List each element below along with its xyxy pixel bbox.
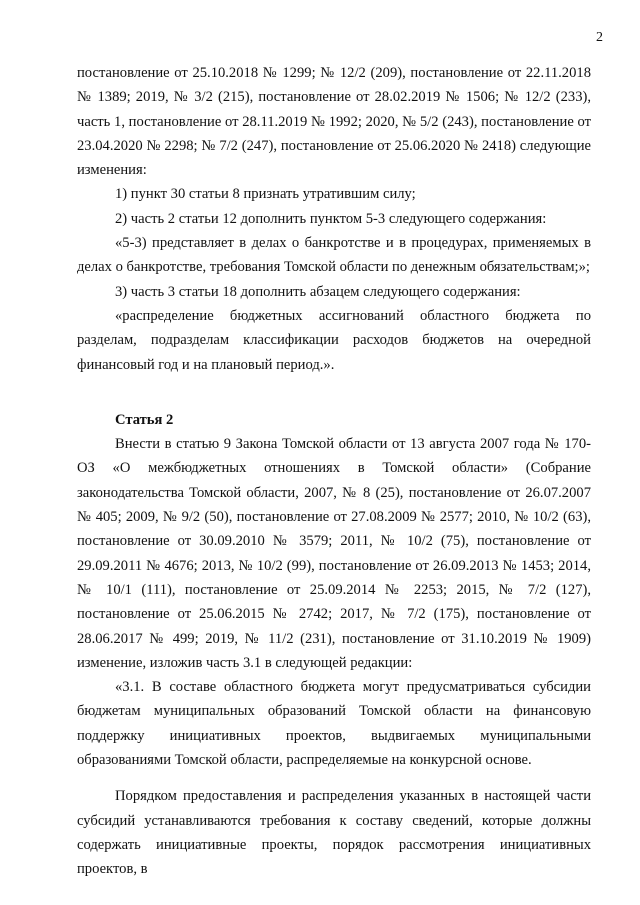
paragraph-item-1: 1) пункт 30 статьи 8 признать утратившим силу; bbox=[115, 186, 416, 203]
document-body bbox=[77, 50, 591, 882]
article-2-heading: Статья 2 bbox=[115, 411, 174, 428]
paragraph-amendment-sources: постановление от 25.10.2018 № 1299; № 12/2 (209), постановление от 22.11.2018 № 1389; 2019, № 3/2 (215), постановление от 28.02.2019 № 1506; № 12/2 (233), часть 1, постановление от 28.11.2019 № 1992; 2020, № 5/2 (243), постановление от 23.04.2020 № 2298; № 7/2 (247), постановление от 25.06.2020 № 2418) следующие изменения: bbox=[77, 65, 591, 179]
article-2-paragraph-3: Порядком предоставления и распределения указанных в настоящей части субсидий устанавливаются требования к составу сведений, которые должны содержать инициативные проекты, порядок рассмотрения инициативных проектов, в bbox=[77, 788, 591, 878]
paragraph-quote-5-3: «5-3) представляет в делах о банкротстве и в процедурах, применяемых в делах о банкротстве, требования Томской области по денежным обязательствам;»; bbox=[77, 235, 591, 276]
page-number: 2 bbox=[596, 30, 603, 45]
paragraph-quote-distribution: «распределение бюджетных ассигнований областного бюджета по разделам, подразделам классификации расходов бюджетов на очередной финансовый год и на плановый период.». bbox=[77, 307, 591, 373]
article-2-paragraph-2: «3.1. В составе областного бюджета могут предусматриваться субсидии бюджетам муниципальных образований Томской области на финансовую поддержку инициативных проектов, выдвигаемых муниципальными образованиями Томской области, распределяемые на конкурсной основе. bbox=[77, 679, 591, 769]
paragraph-item-3: 3) часть 3 статьи 18 дополнить абзацем следующего содержания: bbox=[115, 283, 521, 300]
paragraph-item-2: 2) часть 2 статьи 12 дополнить пунктом 5-3 следующего содержания: bbox=[115, 210, 547, 227]
article-2-paragraph-1: Внести в статью 9 Закона Томской области от 13 августа 2007 года № 170-ОЗ «О межбюджетных отношениях в Томской области» (Собрание законодательства Томской области, 2007, № 8 (25), постановление от 26.07.2007 № 405; 2009, № 9/2 (50), постановление от 27.08.2009 № 2577; 2010, № 10/2 (63), постановление от 30.09.2010 № 3579; 2011, № 10/2 (75), постановление от 29.09.2011 № 4676; 2013, № 10/2 (99), постановление от 26.09.2013 № 1453; 2014, № 10/1 (111), постановление от 25.09.2014 № 2253; 2015, № 7/2 (127), постановление от 25.06.2015 № 2742; 2017, № 7/2 (175), постановление от 28.06.2017 № 499; 2019, № 11/2 (231), постановление от 31.10.2019 № 1909) изменение, изложив часть 3.1 в следующей редакции: bbox=[77, 436, 591, 671]
